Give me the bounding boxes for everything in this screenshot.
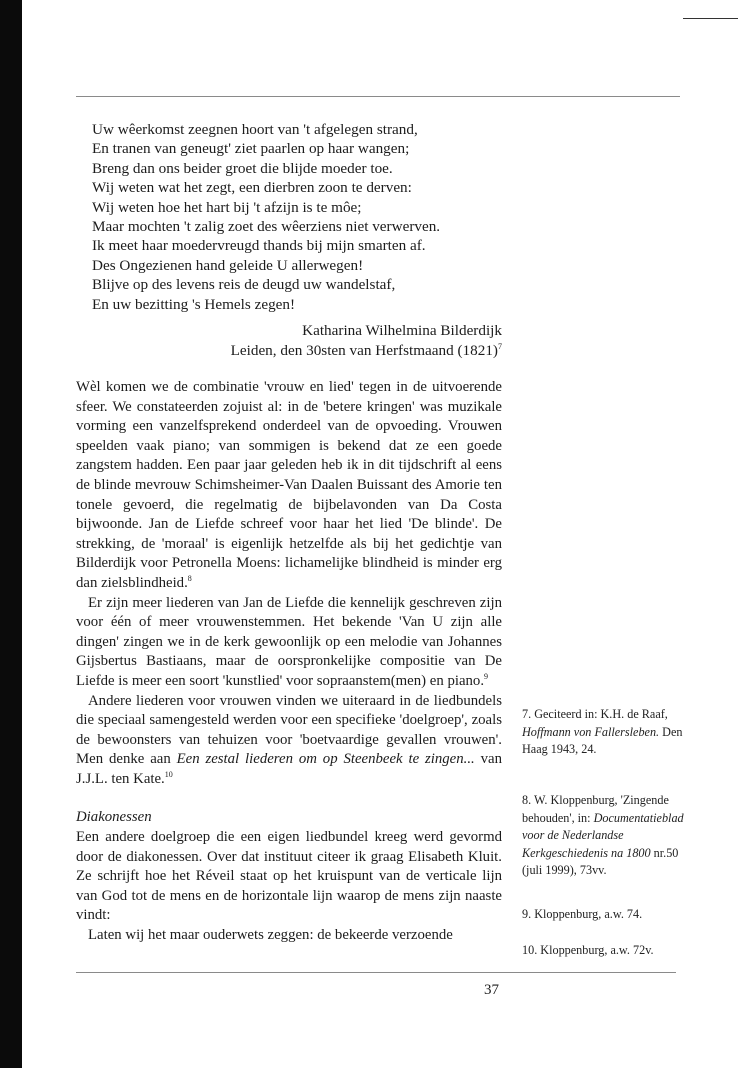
poem-place-date [231,342,502,360]
poem-line: Wij weten hoe het hart bij 't afzijn is te môe; [92,198,362,216]
paragraph-3-text-b: van J.J.L. ten Kate. [76,751,502,787]
footnote-7-text-b: Den Haag 1943, 24. [522,724,683,757]
footnote-8 [522,792,687,880]
poem-line: Des Ongezienen hand geleide U allerwegen! [92,256,364,274]
page-number: 37 [484,982,499,998]
footnote-8-title: Documentatieblad voor de Nederlandse Kerkgeschiedenis na 1800 [522,810,684,860]
footnote-7-text-a: 7. Geciteerd in: K.H. de Raaf, [522,707,668,721]
footnote-8-text-b: nr.50 (juli 1999), 73vv. [522,845,679,878]
footnote-10: 10. Kloppenburg, a.w. 72v. [522,943,654,957]
songbook-title: Een zestal liederen om op Steenbeek te zingen... [176,751,475,768]
paragraph-2 [76,594,502,692]
paragraph-5: Laten wij het maar ouderwets zeggen: de bekeerde verzoende [88,927,453,944]
paragraph-3 [76,692,502,790]
footnote-ref-10: 10 [164,769,173,779]
poem-author: Katharina Wilhelmina Bilderdijk [302,322,502,339]
paragraph-2-text: Er zijn meer liederen van Jan de Liefde die kennelijk geschreven zijn voor één of meer vrouwenstemmen. Het bekende 'Van U zijn alle dingen' zingen we in de kerk gewoonlijk op een melodie van Johannes Gijsbertus Bastiaans, maar de oorspronkelijke compositie van De Liefde is meer een soort 'kunstlied' voor sopraanstem(men) en piano. [76,594,502,689]
footnote-ref-8: 8 [187,573,192,583]
poem-line: Breng dan ons beider groet die blijde moeder toe. [92,159,393,177]
footnote-8-text-a: 8. W. Kloppenburg, 'Zingende behouden', in: [522,793,669,825]
footnote-7-title: Hoffmann von Fallersleben. [522,724,660,739]
footnote-ref-9: 9 [484,671,489,681]
paragraph-1 [76,378,502,594]
footnote-ref-7: 7 [498,342,502,351]
footnote-7 [522,706,687,759]
paragraph-1-text: Wèl komen we de combinatie 'vrouw en lied' tegen in de uitvoerende sfeer. We constateerden zojuist al: in de 'betere kringen' was muzikale vorming een vanzelfsprekend onderdeel van de opvoeding. Vrouwen speelden vaak piano; van sommigen is bekend dat ze een goede zangstem hadden. Een paar jaar geleden heb ik in dit tijdschrift al eens de blinde mevrouw Schimsheimer-Van Daalen Buissant des Amorie ten tonele gevoerd, die regelmatig de bijbelavonden van Da Costa bijwoonde. Jan de Liefde schreef voor haar het lied 'De blinde'. De strekking, de 'moraal' is eigenlijk hetzelfde als bij het gedichtje van Bilderdijk voor Petronella Moens: lichamelijke blindheid is minder erg dan zielsblindheid. [76,379,502,591]
paragraph-3-text-a: Andere liederen voor vrouwen vinden we uiteraard in de liedbundels die speciaal samengesteld werden voor een specifieke 'doelgroep', zoals de bewoonsters van tehuizen voor 'boetvaardige gevallen vrouwen'. Men denke aan [76,692,502,768]
corner-rule [683,18,738,19]
main-text [76,378,502,946]
paragraph-4: Een andere doelgroep die een eigen liedbundel kreeg werd gevormd door de diakonessen. Over dat instituut citeer ik graag Elisabeth Kluit. Ze schrijft hoe het Réveil staat op het kruispunt van de verticale lijn van God tot de mens en de horizontale lijn waarop de mens zijn naaste vindt: [76,829,502,924]
poem-line: Blijve op des levens reis de deugd uw wandelstaf, [92,276,396,294]
poem-line: Uw wêerkomst zeegnen hoort van 't afgelegen strand, [92,121,418,138]
bottom-rule [76,972,676,973]
footnote-9: 9. Kloppenburg, a.w. 74. [522,907,643,921]
poem-place-date-text: Leiden, den 30sten van Herfstmaand (1821) [230,342,498,359]
poem-line: Maar mochten 't zalig zoet des wêerziens niet verwerven. [92,218,441,236]
poem-line: Wij weten wat het zegt, een dierbren zoon te derven: [92,179,412,197]
poem-line: En tranen van geneugt' ziet paarlen op haar wangen; [92,140,410,158]
section-heading: Diakonessen [76,809,152,826]
poem [92,120,512,314]
poem-line: Ik meet haar moedervreugd thands bij mijn smarten af. [92,237,426,255]
binding-edge [0,0,22,1068]
poem-line: En uw bezitting 's Hemels zegen! [92,295,296,313]
top-rule [76,96,680,97]
